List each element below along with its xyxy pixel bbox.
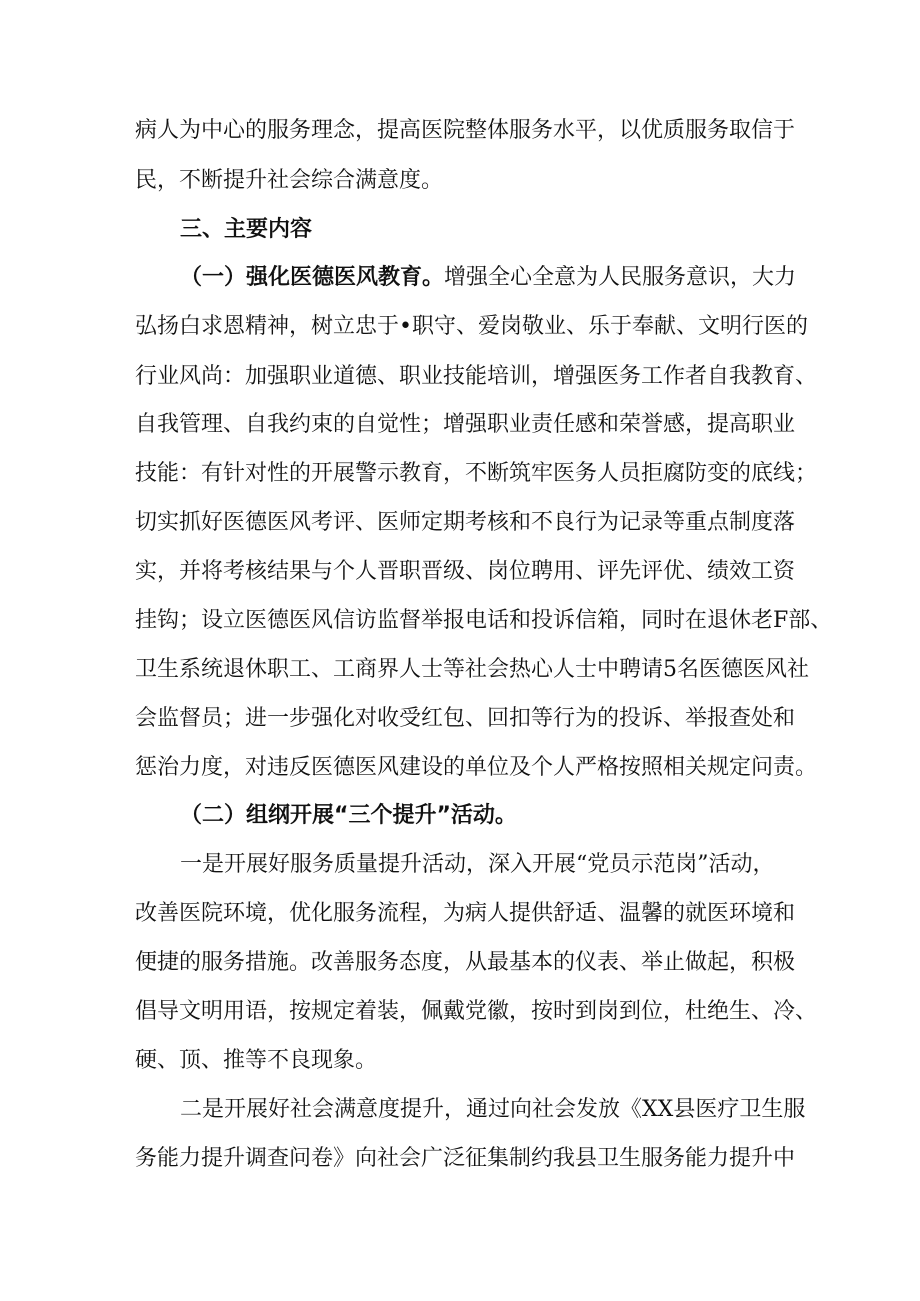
item1-line-4: 自我管理、自我约束的自觉性；增强职业责任感和荣誉感，提高职业	[135, 412, 796, 437]
para-a-line-5: 硬、顶、推等不良现象。	[135, 1048, 378, 1073]
para-a-line-1: 一是开展好服务质量提升活动，深入开展“党员示范岗”活动，	[180, 852, 775, 877]
item1-line-3: 行业风尚：加强职业道德、职业技能培训，增强医务工作者自我教育、	[135, 364, 818, 389]
para-a-line-2: 改善医院环境，优化服务流程，为病人提供舒适、温馨的就医环境和	[135, 901, 796, 926]
item1-line-2: 弘扬白求恩精神，树立忠于•职守、爱岗敬业、乐于奉献、文明行医的	[135, 314, 808, 339]
item1-line-10: 会监督员；进一步强化对收受红包、回扣等行为的投诉、举报查处和	[135, 706, 796, 731]
item1-line-8: 挂钩；设立医德医风信访监督举报电话和投诉信箱，同时在退休老F部、	[135, 608, 833, 633]
intro-line-1: 病人为中心的服务理念，提高医院整体服务水平，以优质服务取信于	[135, 118, 796, 143]
item2-heading: （二）组纲开展“三个提升”活动。	[180, 803, 517, 828]
para-a-line-3: 便捷的服务措施。改善服务态度，从最基本的仪表、举止做起，积极	[135, 950, 796, 975]
item1-line-11: 惩治力度，对违反医德医风建设的单位及个人严格按照相关规定问责。	[135, 755, 818, 780]
item1-heading: （一）强化医德医风教育。	[180, 265, 445, 290]
item1-line1-text: 增强全心全意为人民服务意识，大力	[444, 265, 797, 290]
para-a-line-4: 倡导文明用语，按规定着装，佩戴党徽，按时到岗到位，杜绝生、冷、	[135, 999, 818, 1024]
para-b-line-1: 二是开展好社会满意度提升，通过向社会发放《XX县医疗卫生服	[180, 1097, 806, 1122]
intro-line-2: 民，不断提升社会综合满意度。	[135, 168, 444, 193]
item1-first-line	[180, 263, 920, 293]
item1-line-5: 技能：有针对性的开展警示教育，不断筑牢医务人员拒腐防变的底线；	[135, 461, 818, 486]
section-heading-main-content: 三、主要内容	[180, 217, 313, 242]
item1-line-9: 卫生系统退休职工、工商界人士等社会热心人士中聘请5名医德医风社	[135, 657, 809, 682]
para-b-line-2: 务能力提升调查问卷》向社会广泛征集制约我县卫生服务能力提升中	[135, 1146, 796, 1171]
item1-line-6: 切实抓好医德医风考评、医师定期考核和不良行为记录等重点制度落	[135, 510, 796, 535]
item1-line-7: 实，并将考核结果与个人晋职晋级、岗位聘用、评先评优、绩效工资	[135, 559, 796, 584]
